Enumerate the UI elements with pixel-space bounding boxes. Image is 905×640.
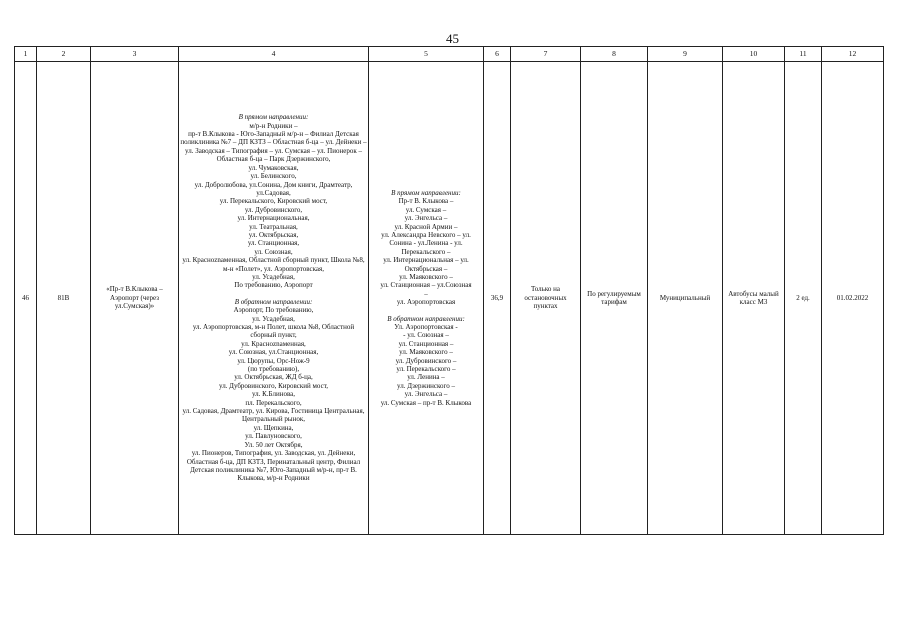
table-row: [15, 62, 884, 535]
column-number-row: [15, 47, 884, 62]
stop-mode: Только на остановочных пунктах: [511, 62, 581, 535]
start-date: 01.02.2022: [822, 62, 884, 535]
stops-cell: [179, 62, 369, 535]
page-number: 45: [446, 31, 459, 46]
column-header-1: 1: [15, 47, 37, 62]
stops-backward-heading: В обратном направлении:: [234, 297, 313, 306]
route-type: Муниципальный: [648, 62, 723, 535]
column-header-3: 3: [91, 47, 179, 62]
column-header-2: 2: [37, 47, 91, 62]
route-length: 36,9: [484, 62, 511, 535]
column-header-11: 11: [785, 47, 822, 62]
streets-cell: [369, 62, 484, 535]
column-header-10: 10: [723, 47, 785, 62]
column-header-7: 7: [511, 47, 581, 62]
column-header-8: 8: [581, 47, 648, 62]
column-header-4: 4: [179, 47, 369, 62]
route-name: «Пр-т В.Клыкова – Аэропорт (через ул.Сумская)»: [91, 62, 179, 535]
streets-forward-list: Пр-т В. Клыкова – ул. Сумская – ул. Энгельса – ул. Красной Армии – ул. Александра Невского – ул. Сонина - ул.Ленина - ул. Перекальского – ул. Интернациональная – ул. Октябрьская – ул. Маяковского – ул. Станционная – ул.Союзная – ул. Аэропортовская: [380, 197, 472, 307]
row-index: 46: [15, 62, 37, 535]
stops-backward-list: Аэропорт, По требованию, ул. Усадебная, ул. Аэропортовская, м-н Полет, школа №8, Областной сборный пункт, ул. Красноznаменная, ул. Союзная, ул.Станционная, ул. Цюрупы, Орс-Нож-9 (по требованию), ул. Октябрьская, ЖД б-ца, ул. Дубровинского, Кировский мост, ул. К.Блинова, пл. Перекальского, ул. Садовая, Драмтеатр, ул. Кирова, Гостиница Центральная, Центральный рынок, ул. Щепкина, ул. Павлуновского, Ул. 50 лет Октября, ул. Пионеров, Типография, ул. Заводская, ул. Дейнеки, Областная б-ца, ДП КЗТЗ, Перинатальный центр, Филиал Детская поликлиника №7, Юго-Западный м/р-н, пр-т В. Клыкова, м/р-н Родники: [182, 306, 365, 483]
route-number: 81В: [37, 62, 91, 535]
column-header-5: 5: [369, 47, 484, 62]
column-header-6: 6: [484, 47, 511, 62]
streets-backward-list: Ул. Аэропортовская - - ул. Союзная – ул. Станционная – ул. Маяковского – ул. Дубровинского – ул. Перекальского – ул. Ленина – ул. Дзержинского – ул. Энгельса – ул. Сумская – пр-т В. Клыкова: [380, 323, 472, 407]
tariff-type: По регулируемым тарифам: [581, 62, 648, 535]
streets-forward-heading: В прямом направлении:: [391, 188, 461, 197]
column-header-12: 12: [822, 47, 884, 62]
stops-forward-list: м/р-н Родники – пр-т В.Клыкова - Юго-Западный м/р-н – Филиал Детская поликлиника №7 – ДП КЗТЗ – Областная б-ца – ул. Дейнеки – ул. Заводская – Типография – ул. Сумская – ул. Пионерок – Областная б-ца – Парк Дзержинского, ул. Чумаковская, ул. Белинского, ул. Добролюбова, ул.Сонина, Дом книги, Драмтеатр, ул.Садовая, ул. Перекальского, Кировский мост, ул. Дубровинского, ул. Интернациональная, ул. Театральная, ул. Октябрьская, ул. Станционная, ул. Союзная, ул. Красноznаменная, Областной сборный пункт, Школа №8, м-н «Полет», ул. Аэропортовская, ул. Усадебная, По требованию, Аэропорт: [180, 121, 367, 290]
route-registry-table: [14, 46, 884, 535]
vehicle-class: Автобусы малый класс М3: [723, 62, 785, 535]
vehicle-count: 2 ед.: [785, 62, 822, 535]
column-header-9: 9: [648, 47, 723, 62]
stops-forward-heading: В прямом направлении:: [238, 113, 309, 122]
streets-backward-heading: В обратном направлении:: [387, 314, 465, 323]
